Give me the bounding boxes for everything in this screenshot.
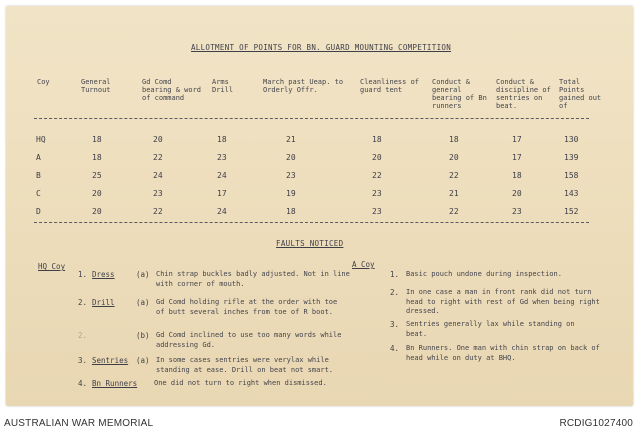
fault-number: 4.: [78, 379, 88, 388]
cell-total: 139: [564, 153, 579, 162]
cell-total: 158: [564, 171, 579, 180]
cell-value: 22: [372, 171, 382, 180]
cell-value: 18: [92, 153, 102, 162]
cell-value: 23: [372, 189, 382, 198]
cell-value: 20: [512, 189, 522, 198]
fault-text: In one case a man in front rank did not turn head to right with rest of Gd when being right dressed.: [406, 288, 600, 315]
cell-value: 23: [372, 207, 382, 216]
cell-value: 24: [217, 207, 227, 216]
row-coy: A: [36, 153, 41, 162]
fault-text: In some cases sentries were verylax while standing at ease. Drill on beat not smart.: [156, 356, 334, 374]
cell-value: 24: [153, 171, 163, 180]
cell-value: 18: [449, 135, 459, 144]
cell-value: 18: [372, 135, 382, 144]
fault-category: Dress: [92, 270, 115, 279]
fault-category: Drill: [92, 298, 115, 307]
column-header-coy: Coy: [37, 78, 50, 86]
cell-value: 19: [286, 189, 296, 198]
fault-text: Sentries generally lax while standing on beat.: [406, 320, 575, 338]
cell-value: 18: [217, 135, 227, 144]
cell-value: 20: [92, 207, 102, 216]
cell-total: 130: [564, 135, 579, 144]
fault-text: Chin strap buckles badly adjusted. Not in line with corner of mouth.: [156, 270, 350, 288]
fault-sub: (a): [136, 270, 150, 279]
cell-value: 17: [217, 189, 227, 198]
row-coy: C: [36, 189, 41, 198]
fault-category: Sentries: [92, 356, 129, 365]
fault-text: Gd Comd holding rifle at the order with toe of butt several inches from toe of R boot.: [156, 298, 338, 316]
cell-value: 20: [153, 135, 163, 144]
column-header-arms-drill: Arms Drill: [212, 78, 234, 94]
document-sheet: [6, 6, 633, 406]
fault-number: 4.: [390, 344, 400, 353]
column-header-march-past: March past Ueap. to Orderly Offr.: [263, 78, 344, 94]
table-top-rule: [34, 118, 589, 119]
cell-value: 25: [92, 171, 102, 180]
cell-total: 143: [564, 189, 579, 198]
cell-value: 22: [153, 153, 163, 162]
footer-record-id: RCDIG1027400: [559, 418, 633, 429]
cell-value: 18: [286, 207, 296, 216]
table-bottom-rule: [34, 222, 589, 223]
cell-value: 20: [92, 189, 102, 198]
cell-value: 23: [153, 189, 163, 198]
fault-number: 2.: [78, 331, 88, 340]
fault-number: 3.: [78, 356, 88, 365]
footer-institution: AUSTRALIAN WAR MEMORIAL: [4, 418, 154, 429]
cell-value: 23: [286, 171, 296, 180]
fault-number: 3.: [390, 320, 400, 329]
column-header-gd-comd: Gd Comd bearing & word of command: [142, 78, 202, 102]
cell-value: 18: [92, 135, 102, 144]
cell-value: 22: [449, 171, 459, 180]
cell-value: 20: [286, 153, 296, 162]
cell-value: 20: [372, 153, 382, 162]
cell-value: 23: [217, 153, 227, 162]
column-header-conduct-sentries: Conduct & discipline of sentries on beat.: [496, 78, 551, 110]
cell-value: 17: [512, 135, 522, 144]
fault-number: 1.: [390, 270, 400, 279]
fault-sub: (b): [136, 331, 150, 340]
document-title: ALLOTMENT OF POINTS FOR BN. GUARD MOUNTING COMPETITION: [190, 43, 452, 52]
column-header-conduct-runners: Conduct & general bearing of Bn runners: [432, 78, 487, 110]
row-coy: HQ: [36, 135, 46, 144]
cell-value: 23: [512, 207, 522, 216]
cell-value: 24: [217, 171, 227, 180]
cell-value: 17: [512, 153, 522, 162]
fault-text: Gd Comd inclined to use too many words while addressing Gd.: [156, 331, 342, 349]
cell-value: 22: [449, 207, 459, 216]
fault-category: Bn Runners: [92, 379, 138, 388]
fault-number: 1.: [78, 270, 88, 279]
fault-text: Bn Runners. One man with chin strap on back of head while on duty at BHQ.: [406, 344, 600, 362]
hq-coy-label: HQ Coy: [38, 262, 66, 271]
row-coy: B: [36, 171, 41, 180]
column-header-cleanliness: Cleanliness of guard tent: [360, 78, 420, 94]
cell-value: 22: [153, 207, 163, 216]
column-header-general-turnout: General Turnout: [81, 78, 111, 94]
cell-value: 21: [286, 135, 296, 144]
fault-number: 2.: [78, 298, 88, 307]
cell-value: 20: [449, 153, 459, 162]
fault-sub: (a): [136, 298, 150, 307]
faults-heading: FAULTS NOTICED: [276, 239, 344, 248]
fault-sub: (a): [136, 356, 150, 365]
a-coy-label: A Coy: [352, 260, 375, 269]
cell-value: 18: [512, 171, 522, 180]
row-coy: D: [36, 207, 41, 216]
cell-value: 21: [449, 189, 459, 198]
cell-total: 152: [564, 207, 579, 216]
column-header-total-points: Total Points gained out of: [559, 78, 602, 110]
fault-text: Basic pouch undone during inspection.: [406, 270, 562, 278]
fault-number: 2.: [390, 288, 400, 297]
fault-text: One did not turn to right when dismissed.: [154, 379, 327, 387]
